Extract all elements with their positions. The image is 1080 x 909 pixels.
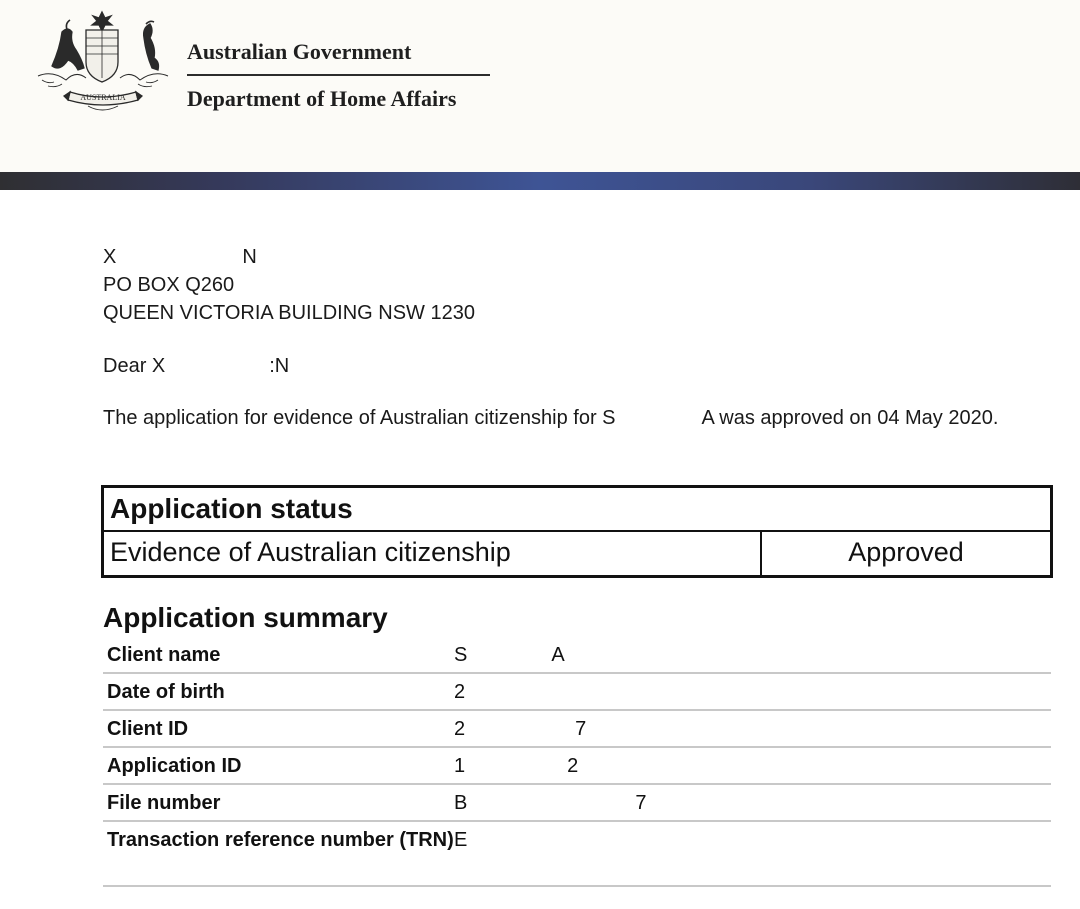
department-label: Department of Home Affairs xyxy=(187,86,457,111)
summary-value-fragment: 7 xyxy=(575,718,587,740)
salutation-suffix: :N xyxy=(269,355,290,377)
summary-value-fragment: 1 xyxy=(454,755,466,777)
summary-value-fragment: S xyxy=(454,644,468,666)
recipient-address xyxy=(103,243,475,327)
summary-value-fragment: 2 xyxy=(454,681,466,703)
redaction-block xyxy=(616,404,702,432)
address-name-first: X xyxy=(103,246,117,268)
summary-value xyxy=(454,785,1051,820)
summary-value xyxy=(454,637,1051,672)
summary-label: Client name xyxy=(107,644,221,666)
summary-value xyxy=(454,674,1051,709)
summary-row-date-of-birth xyxy=(103,674,1051,711)
agency-name xyxy=(187,38,490,112)
salutation xyxy=(103,352,289,380)
approval-paragraph xyxy=(103,404,1023,432)
summary-value xyxy=(454,711,1051,746)
summary-row-client-name xyxy=(103,637,1051,674)
address-line-2: PO BOX Q260 xyxy=(103,274,235,296)
header-color-band xyxy=(0,172,1080,190)
coat-of-arms-icon xyxy=(28,8,178,118)
address-name-line xyxy=(103,243,475,271)
letterhead xyxy=(0,0,1080,172)
status-table-row xyxy=(104,532,1050,575)
crest-banner-text: AUSTRALIA xyxy=(80,93,126,102)
redaction-block xyxy=(465,752,567,776)
redaction-block xyxy=(467,789,635,813)
summary-label: Client ID xyxy=(107,718,189,740)
summary-row-client-id xyxy=(103,711,1051,748)
summary-label: Transaction reference number (TRN) xyxy=(107,829,454,851)
redaction-block xyxy=(116,243,242,271)
summary-value xyxy=(454,822,1051,885)
application-status-table xyxy=(101,485,1053,578)
summary-value-fragment: B xyxy=(454,792,468,814)
approval-text-part-2: A was approved on 04 May 2020. xyxy=(701,407,999,429)
summary-value xyxy=(454,748,1051,783)
status-row-label: Evidence of Australian citizenship xyxy=(104,532,762,575)
address-name-last: N xyxy=(242,246,257,268)
summary-label: Date of birth xyxy=(107,681,225,703)
salutation-prefix: Dear X xyxy=(103,355,166,377)
redaction-block xyxy=(467,641,551,665)
government-label: Australian Government xyxy=(187,38,490,76)
status-table-title: Application status xyxy=(104,488,1050,532)
summary-value-fragment: 7 xyxy=(635,792,647,814)
summary-row-application-id xyxy=(103,748,1051,785)
summary-label: Application ID xyxy=(107,755,242,777)
approval-text-part-1: The application for evidence of Australian citizenship for S xyxy=(103,407,616,429)
summary-value-fragment: 2 xyxy=(454,718,466,740)
address-line-3: QUEEN VICTORIA BUILDING NSW 1230 xyxy=(103,302,475,324)
summary-value-fragment: A xyxy=(551,644,565,666)
summary-value-fragment: E xyxy=(454,829,468,851)
redaction-block xyxy=(465,715,575,739)
status-row-value: Approved xyxy=(848,537,964,567)
redaction-block xyxy=(165,352,269,380)
summary-row-trn xyxy=(103,822,1051,887)
application-summary-table xyxy=(103,637,1051,887)
summary-row-file-number xyxy=(103,785,1051,822)
summary-value-fragment: 2 xyxy=(567,755,579,777)
summary-title: Application summary xyxy=(103,602,388,633)
summary-label: File number xyxy=(107,792,221,814)
